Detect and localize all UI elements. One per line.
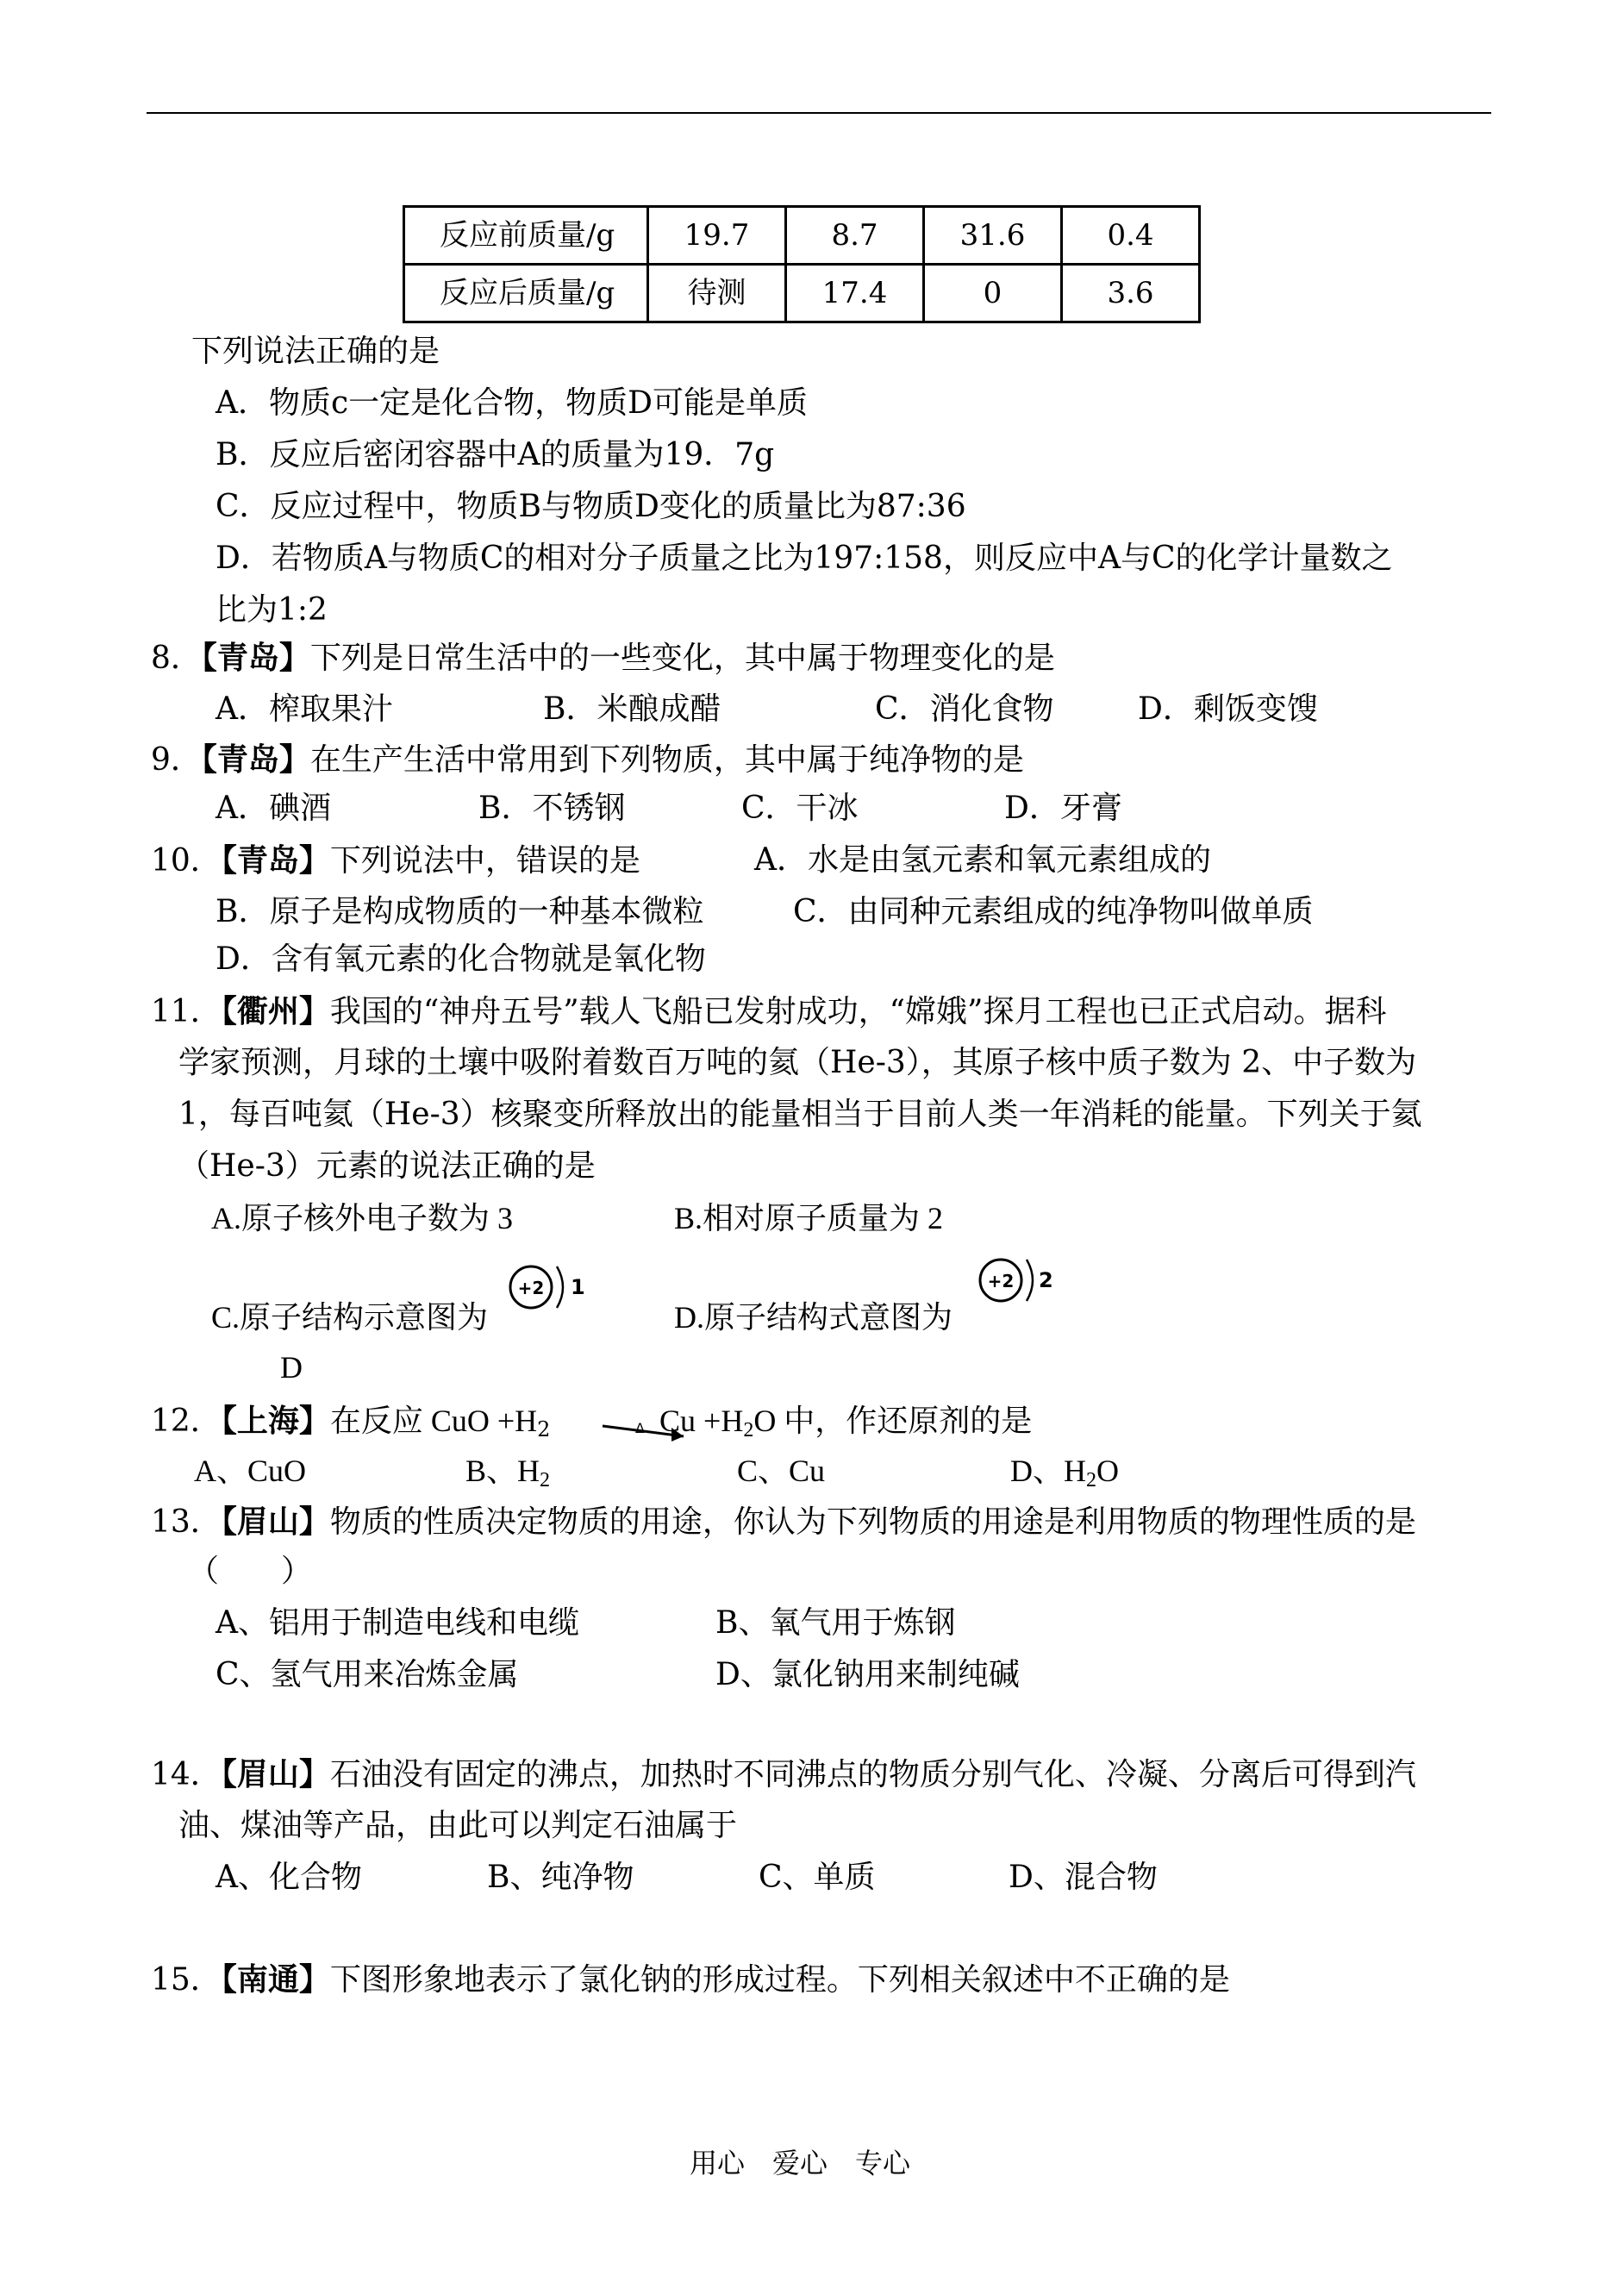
subscript: 2 [537,1417,551,1441]
q10-option-b: B．原子是构成物质的一种基本微粒 [215,894,704,929]
q14-option-b: B、纯净物 [487,1860,634,1895]
q10-option-a: A．水是由氢元素和氧元素组成的 [754,842,1211,878]
table-cell: 31.6 [924,207,1062,265]
q10-stem [151,842,640,879]
q13-option-b: B、氧气用于炼钢 [715,1605,956,1641]
equation-left: 在反应 CuO +H [329,1404,538,1438]
heat-condition: Δ [635,1420,645,1436]
question-number: 10． [151,843,222,879]
question-source: 【南通】 [221,1961,330,1998]
q12-option-a: A、CuO [194,1454,307,1488]
q13-paren: （ ） [188,1554,313,1589]
table-row [404,265,1200,322]
q14-option-c: C、单质 [759,1860,876,1895]
q11-text-line: 1，每百吨氦（He-3）核聚变所释放出的能量相当于目前人类一年消耗的能量。下列关于氦 [178,1097,1422,1132]
table-row [404,207,1200,265]
question-source: 【青岛】 [201,741,310,778]
question-source: 【衢州】 [221,993,330,1029]
q13-option-c: C、氢气用来冶炼金属 [215,1657,519,1692]
electron-shell [557,1266,563,1308]
q7-option-b: B．反应后密闭容器中A的质量为19．7g [215,437,775,472]
q14-option-a: A、化合物 [215,1860,362,1895]
nucleus-charge: +2 [517,1278,545,1298]
subscript: 2 [540,1469,551,1491]
table-cell: 0.4 [1062,207,1200,265]
subscript: 2 [743,1419,754,1441]
electron-count: 1 [571,1275,585,1299]
option-text: O [1096,1454,1119,1488]
question-number: 8． [151,641,202,676]
q14-text-line: 油、煤油等产品，由此可以判定石油属于 [178,1808,738,1843]
q10-option-d: D．含有氧元素的化合物就是氧化物 [215,941,706,977]
table-cell: 0 [924,265,1062,322]
equation-products: Cu +H [659,1404,744,1438]
table-row-label: 反应后质量/g [404,265,648,322]
nucleus-charge: +2 [987,1271,1015,1291]
q11-option-b: B.相对原子质量为 2 [674,1201,944,1235]
table-cell: 19.7 [648,207,786,265]
q13-stem [151,1506,1416,1538]
subscript: 2 [1086,1469,1096,1491]
q11-stem [151,993,1387,1029]
q9-option-a: A．碘酒 [215,791,331,826]
question-source: 【青岛】 [221,842,330,879]
q11-option-d: D.原子结构式意图为 [674,1300,953,1335]
q13-option-a: A、铝用于制造电线和电缆 [215,1605,579,1641]
q11-option-c: C.原子结构示意图为 [211,1300,489,1335]
question-source: 【青岛】 [201,640,310,676]
q12-option-b [465,1454,551,1491]
question-text: 在生产生活中常用到下列物质，其中属于纯净物的是 [309,742,1024,778]
question-text: 下列是日常生活中的一些变化，其中属于物理变化的是 [309,641,1055,676]
atom-diagram-c [500,1254,586,1323]
q8-option-c: C．消化食物 [875,691,1054,727]
q11-text-line: 学家预测，月球的土壤中吸附着数百万吨的氦（He-3），其原子核中质子数为 2、中子数为 [178,1045,1417,1080]
q14-stem [151,1756,1416,1792]
table-cell: 17.4 [786,265,924,322]
q7-option-d-cont: 比为1:2 [215,592,328,628]
question-source: 【眉山】 [221,1504,330,1540]
q8-option-a: A．榨取果汁 [215,691,393,727]
q10-option-c: C．由同种元素组成的纯净物叫做单质 [793,894,1314,929]
question-source: 【上海】 [221,1403,330,1439]
header-rule [147,112,1491,114]
electron-shell [1027,1260,1033,1301]
question-number: 12． [151,1404,222,1439]
table-cell: 8.7 [786,207,924,265]
question-number: 9． [151,742,202,778]
q12-option-d [1010,1454,1119,1491]
question-source: 【眉山】 [221,1756,330,1792]
q8-option-d: D．剩饭变馊 [1138,691,1318,727]
equation-right [659,1404,1033,1441]
q9-option-c: C．干冰 [741,791,859,826]
table-cell: 3.6 [1062,265,1200,322]
question-text: 石油没有固定的沸点，加热时不同沸点的物质分别气化、冷凝、分离后可得到汽 [329,1757,1416,1792]
q12-option-c: C、Cu [737,1454,826,1488]
page-footer: 用心 爱心 专心 [690,2147,911,2179]
q9-option-b: B．不锈钢 [478,791,626,826]
question-number: 13． [151,1504,222,1540]
table-cell: 待测 [648,265,786,322]
question-text: 下图形象地表示了氯化钠的形成过程。下列相关叙述中不正确的是 [329,1962,1230,1998]
mass-table [403,205,1201,323]
question-text: 物质的性质决定物质的用途，你认为下列物质的用途是利用物质的物理性质的是 [329,1504,1416,1540]
atom-diagram-d [970,1248,1056,1316]
q11-answer: D [280,1350,303,1385]
q9-option-d: D．牙膏 [1004,791,1122,826]
q8-option-b: B．米酿成醋 [543,691,721,727]
q11-option-a: A.原子核外电子数为 3 [211,1201,513,1235]
electron-count: 2 [1039,1268,1053,1292]
q11-text-line: （He-3）元素的说法正确的是 [178,1148,596,1184]
q15-stem [151,1961,1230,1998]
q7-option-a: A．物质c一定是化合物，物质D可能是单质 [215,385,809,421]
question-number: 11． [151,994,222,1029]
question-number: 15． [151,1962,222,1998]
q9-stem [151,741,1024,778]
q12-stem [151,1403,551,1441]
q7-option-c: C．反应过程中，物质B与物质D变化的质量比为87:36 [215,489,966,524]
option-text: B、H [465,1454,540,1488]
q8-stem [151,642,1055,674]
q14-option-d: D、混合物 [1009,1860,1158,1895]
q13-option-d: D、氯化钠用来制纯碱 [715,1657,1020,1692]
option-text: D、H [1010,1454,1086,1488]
q7-stem: 下列说法正确的是 [191,334,440,369]
question-text: 下列说法中，错误的是 [329,843,640,879]
question-text: 我国的“神舟五号”载人飞船已发射成功，“嫦娥”探月工程也已正式启动。据科 [329,994,1387,1029]
q7-option-d: D．若物质A与物质C的相对分子质量之比为197:158，则反应中A与C的化学计量数之 [215,541,1393,576]
table-row-label: 反应前质量/g [404,207,648,265]
equation-tail: O 中，作还原剂的是 [753,1404,1033,1438]
question-number: 14． [151,1757,222,1792]
